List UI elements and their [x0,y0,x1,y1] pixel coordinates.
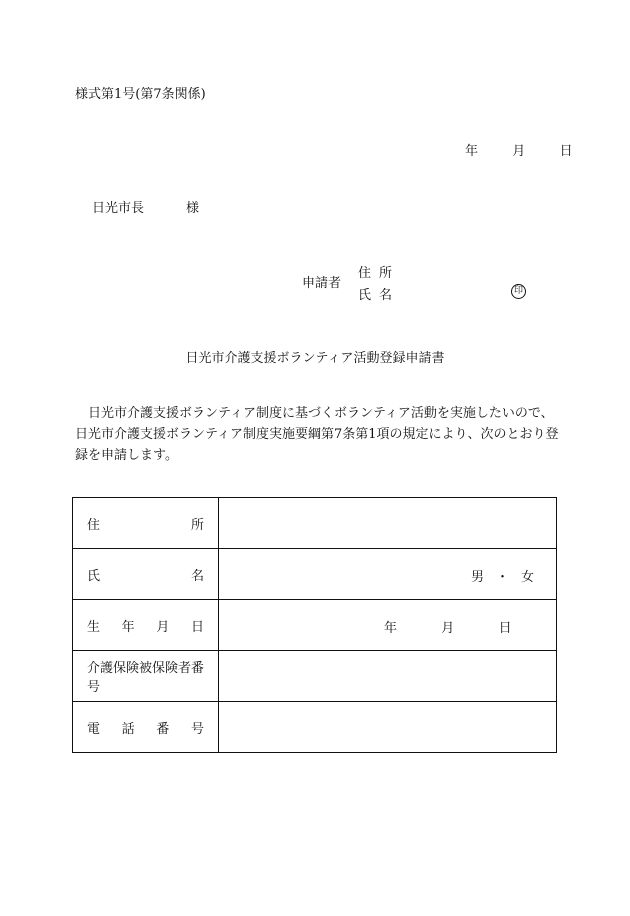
application-statement: 日光市介護支援ボランティア制度に基づくボランティア活動を実施したいので、日光市介護支援ボランティア制度実施要綱第7条第1項の規定により、次のとおり登録を申請します。 [75,406,559,463]
seal-mark: 印 [511,284,526,299]
applicant-label: 申請者 [302,276,342,291]
birthdate-row [73,600,557,651]
document-title: 日光市介護支援ボランティア活動登録申請書 [185,351,445,366]
gender-choice: 男 ・ 女 [470,570,534,585]
registration-form-table [72,497,557,753]
phone-label-cell: 電 話 番 号 [73,702,219,753]
date-year-label: 年 [465,144,479,159]
insured-number-input-cell[interactable] [219,651,557,702]
insured-number-row [73,651,557,702]
phone-row [73,702,557,753]
addressee-honorific: 様 [186,201,200,216]
address-input-cell[interactable] [219,498,557,549]
insured-number-label-cell: 介護保険被保険者番号 [73,651,219,702]
name-input-cell[interactable] [219,549,557,600]
gender-male[interactable]: 男 [470,570,484,585]
applicant-address-label: 住所 [358,266,401,281]
addressee [92,197,199,216]
address-label-cell: 住 所 [73,498,219,549]
birthdate-units: 年 月 日 [384,621,512,636]
name-label-cell: 氏 名 [73,549,219,600]
gender-female[interactable]: 女 [520,570,534,585]
addressee-name: 日光市長 [92,201,145,216]
application-date [465,140,573,159]
date-day-label: 日 [559,144,573,159]
form-number: 様式第1号(第7条関係) [75,87,206,102]
name-row [73,549,557,600]
date-month-label: 月 [512,144,526,159]
phone-input-cell[interactable] [219,702,557,753]
address-row [73,498,557,549]
applicant-name-label: 氏名 [358,288,401,303]
birthdate-label-cell: 生 年 月 日 [73,600,219,651]
birthdate-input-cell[interactable] [219,600,557,651]
